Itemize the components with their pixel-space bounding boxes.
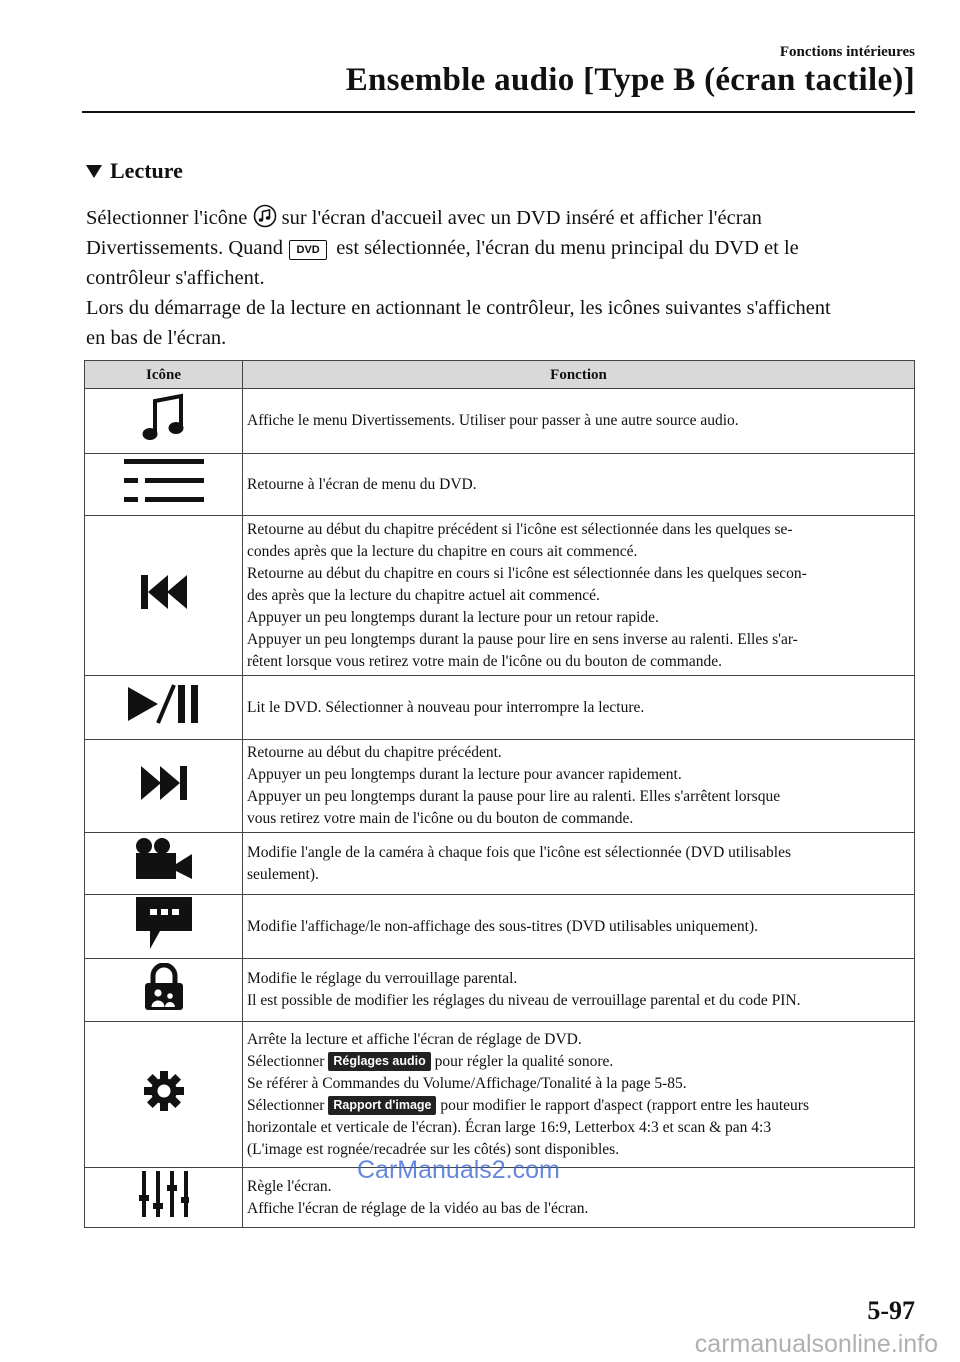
function-text: Appuyer un peu longtemps durant la lecture pour un retour rapide. — [247, 608, 659, 626]
function-text: vous retirez votre main de l'icône ou du bouton de commande. — [247, 810, 634, 827]
skip-forward-icon — [141, 766, 187, 800]
intro-line-2 — [86, 233, 916, 263]
function-cell — [243, 676, 915, 740]
dvd-button-icon: DVD — [289, 240, 327, 260]
table-row — [85, 676, 915, 740]
intro-line-4: Lors du démarrage de la lecture en actionnant le contrôleur, les icônes suivantes s'affichent — [86, 297, 831, 319]
function-text: horizontale et verticale de l'écran). Écran large 16:9, Letterbox 4:3 et scan & pan 4:3 — [247, 1118, 772, 1136]
function-text: pour régler la qualité sonore. — [434, 1052, 614, 1070]
header-icon: Icône — [85, 361, 243, 389]
parental-lock-icon — [144, 963, 184, 1011]
rapport-image-button-image: Rapport d'image — [328, 1096, 436, 1115]
function-text: Retourne à l'écran de menu du DVD. — [247, 475, 477, 493]
table-header-row — [85, 361, 915, 389]
function-cell — [243, 1022, 915, 1168]
triangle-bullet-icon — [86, 165, 102, 178]
function-line — [247, 1051, 910, 1073]
function-text: seulement). — [247, 865, 319, 883]
intro-text: est sélectionnée, l'écran du menu principal du DVD et le — [336, 237, 799, 259]
function-text: des après que la lecture du chapitre actuel ait commencé. — [247, 586, 600, 604]
watermark-carmanuals2: CarManuals2.com — [357, 1156, 560, 1184]
function-cell — [243, 1168, 915, 1228]
function-cell — [243, 959, 915, 1022]
function-cell — [243, 389, 915, 454]
intro-text: Divertissements. Quand — [86, 237, 283, 259]
sliders-icon — [139, 1171, 189, 1217]
function-cell — [243, 740, 915, 833]
table-row — [85, 389, 915, 454]
header-divider — [82, 111, 915, 113]
page-title: Ensemble audio [Type B (écran tactile)] — [345, 62, 915, 98]
function-text: Lit le DVD. Sélectionner à nouveau pour interrompre la lecture. — [247, 698, 645, 716]
function-text: Affiche l'écran de réglage de la vidéo au bas de l'écran. — [247, 1199, 589, 1217]
function-cell — [243, 833, 915, 895]
intro-line-1 — [86, 203, 916, 233]
function-text: Sélectionner — [247, 1096, 325, 1114]
gear-icon — [143, 1070, 185, 1112]
music-note-circle-icon — [253, 204, 277, 228]
table-row — [85, 1022, 915, 1168]
music-note-icon — [138, 392, 190, 444]
function-cell — [243, 895, 915, 959]
page-number: 5-97 — [867, 1296, 915, 1325]
function-text: Règle l'écran. — [247, 1177, 332, 1195]
function-text: Appuyer un peu longtemps durant la lecture pour avancer rapidement. — [247, 766, 682, 783]
play-pause-icon — [128, 683, 200, 725]
watermark-carmanualsonline: carmanualsonline.info — [694, 1330, 938, 1358]
function-text: Modifie l'affichage/le non-affichage des sous-titres (DVD utilisables uniquement). — [247, 917, 758, 935]
intro-text: sur l'écran d'accueil avec un DVD inséré et afficher l'écran — [281, 207, 762, 229]
table-row — [85, 895, 915, 959]
subtitles-icon — [136, 897, 192, 949]
function-text: condes après que la lecture du chapitre en cours ait commencé. — [247, 542, 638, 560]
table-row — [85, 959, 915, 1022]
function-text: Appuyer un peu longtemps durant la pause pour lire au ralenti. Elles s'arrêtent lorsque — [247, 788, 781, 805]
header-function: Fonction — [243, 361, 915, 389]
table-row — [85, 516, 915, 676]
function-text: Arrête la lecture et affiche l'écran de réglage de DVD. — [247, 1030, 582, 1048]
function-text: Modifie l'angle de la caméra à chaque fois que l'icône est sélectionnée (DVD utilisables — [247, 843, 792, 861]
video-camera-icon — [134, 837, 194, 883]
function-text: Sélectionner — [247, 1052, 325, 1070]
table-row — [85, 740, 915, 833]
section-title: Lecture — [110, 158, 183, 183]
skip-back-icon — [141, 575, 187, 609]
intro-line-5: en bas de l'écran. — [86, 327, 227, 349]
menu-list-icon — [124, 459, 204, 503]
function-text: Retourne au début du chapitre en cours si l'icône est sélectionnée dans les quelques secon- — [247, 564, 807, 582]
function-text: Il est possible de modifier les réglages du niveau de verrouillage parental et du code PIN. — [247, 992, 801, 1009]
function-cell — [243, 454, 915, 516]
function-line — [247, 1095, 910, 1117]
reglages-audio-button-image: Réglages audio — [328, 1052, 430, 1071]
function-text: Se référer à Commandes du Volume/Affichage/Tonalité à la page 5-85. — [247, 1074, 687, 1092]
intro-line-3: contrôleur s'affichent. — [86, 267, 265, 289]
function-text: Affiche le menu Divertissements. Utiliser pour passer à une autre source audio. — [247, 412, 739, 429]
function-text: rêtent lorsque vous retirez votre main de l'icône ou du bouton de commande. — [247, 652, 722, 670]
intro-text: Sélectionner l'icône — [86, 207, 248, 229]
intro-paragraph — [86, 203, 916, 353]
function-text: (L'image est rognée/recadrée sur les côtés) sont disponibles. — [247, 1140, 620, 1158]
chapter-subtitle: Fonctions intérieures — [779, 44, 915, 60]
function-text: pour modifier le rapport d'aspect (rapport entre les hauteurs — [440, 1096, 809, 1114]
function-text: Retourne au début du chapitre précédent si l'icône est sélectionnée dans les quelques se- — [247, 520, 793, 538]
icon-function-table — [84, 360, 915, 1228]
table-row — [85, 833, 915, 895]
table-row — [85, 454, 915, 516]
section-heading — [86, 158, 183, 184]
function-text: Appuyer un peu longtemps durant la pause pour lire en sens inverse au ralenti. Elles s'ar- — [247, 630, 798, 648]
function-text: Modifie le réglage du verrouillage parental. — [247, 970, 518, 987]
function-text: Retourne au début du chapitre précédent. — [247, 744, 502, 761]
function-cell — [243, 516, 915, 676]
